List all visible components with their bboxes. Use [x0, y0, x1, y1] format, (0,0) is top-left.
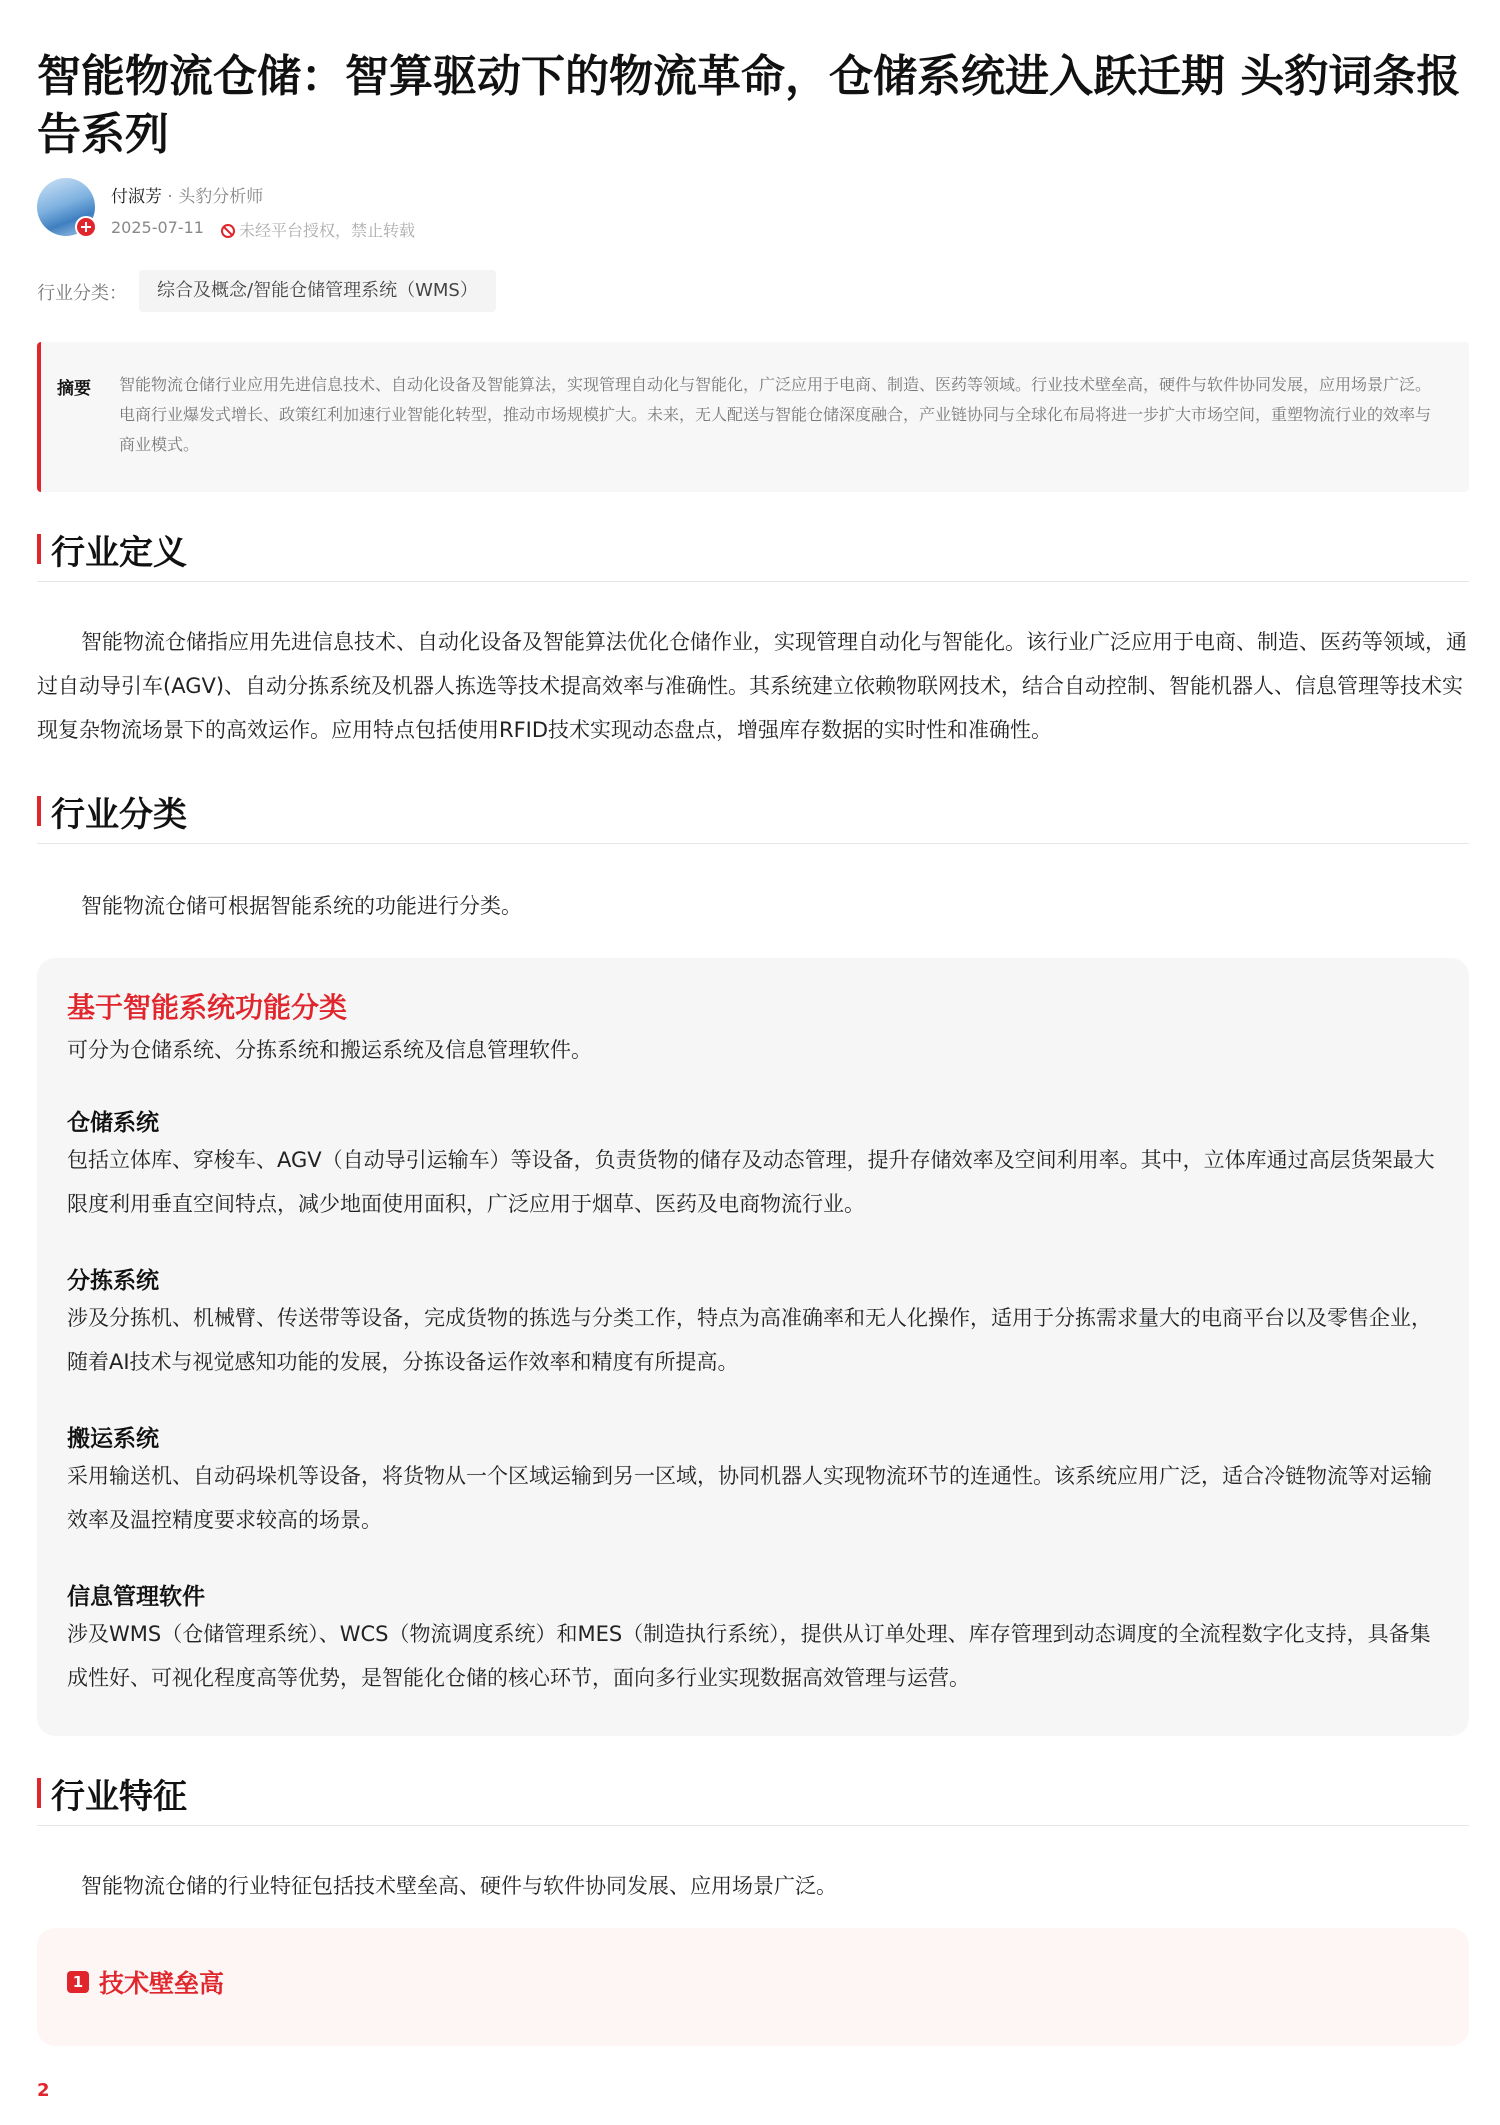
feature-card: [37, 1928, 1469, 2046]
category-tag[interactable]: 综合及概念/智能仓储管理系统（WMS）: [139, 270, 496, 312]
prohibited-icon: [221, 224, 235, 238]
section-header-features: [37, 1762, 1469, 1826]
item-text-handling: 采用输送机、自动码垛机等设备，将货物从一个区域运输到另一区域，协同机器人实现物流环节的连通性。该系统应用广泛，适合冷链物流等对运输效率及温控精度要求较高的场景。: [67, 1464, 1432, 1532]
author-role: · 头豹分析师: [162, 187, 264, 207]
publish-date: 2025-07-11: [111, 218, 204, 237]
card-title: 基于智能系统功能分类: [67, 991, 348, 1024]
summary-box: [37, 342, 1469, 492]
item-text-software: 涉及WMS（仓储管理系统）、WCS（物流调度系统）和MES（制造执行系统），提供从订单处理、库存管理到动态调度的全流程数字化支持，具备集成性好、可视化程度高等优势，是智能化仓储的核心环节，面向多行业实现数据高效管理与运营。: [67, 1622, 1431, 1690]
section-header-definition: [37, 518, 1469, 582]
summary-label: 摘要: [57, 379, 91, 399]
item-title-sorting: 分拣系统: [67, 1268, 159, 1294]
page-number: 2: [37, 2080, 50, 2101]
category-label: 行业分类：: [37, 283, 127, 304]
card-subtitle: 可分为仓储系统、分拣系统和搬运系统及信息管理软件。: [67, 1038, 592, 1062]
section-accent-bar: [37, 1778, 41, 1808]
author-row: [37, 178, 737, 242]
item-title-storage: 仓储系统: [67, 1110, 159, 1136]
feature-number-badge: 1: [67, 1971, 89, 1993]
section-header-classification: [37, 780, 1469, 844]
avatar[interactable]: [37, 178, 95, 236]
feature-title: 技术壁垒高: [99, 1969, 225, 1998]
summary-text: 智能物流仓储行业应用先进信息技术、自动化设备及智能算法，实现管理自动化与智能化，广泛应用于电商、制造、医药等领域。行业技术壁垒高，硬件与软件协同发展，应用场景广泛。电商行业爆发式增长、政策红利加速行业智能化转型，推动市场规模扩大。未来，无人配送与智能仓储深度融合，产业链协同与全球化布局将进一步扩大市场空间，重塑物流行业的效率与商业模式。: [119, 375, 1432, 454]
copyright-notice: [221, 218, 415, 241]
author-name-line: [111, 182, 263, 207]
classification-paragraph: 智能物流仓储可根据智能系统的功能进行分类。: [81, 894, 522, 918]
classification-card: [37, 958, 1469, 1736]
page-title: 智能物流仓储：智算驱动下的物流革命，仓储系统进入跃迁期 头豹词条报告系列: [37, 51, 1461, 160]
section-accent-bar: [37, 796, 41, 826]
item-text-storage: 包括立体库、穿梭车、AGV（自动导引运输车）等设备，负责货物的储存及动态管理，提升存储效率及空间利用率。其中，立体库通过高层货架最大限度利用垂直空间特点，减少地面使用面积，广泛应用于烟草、医药及电商物流行业。: [67, 1148, 1435, 1216]
section-accent-bar: [37, 534, 41, 564]
item-title-software: 信息管理软件: [67, 1584, 205, 1610]
section-title-features: 行业特征: [51, 1777, 187, 1817]
report-page: [37, 0, 1469, 2125]
copyright-notice-text: 未经平台授权，禁止转载: [239, 221, 416, 240]
item-title-handling: 搬运系统: [67, 1426, 159, 1452]
features-paragraph: 智能物流仓储的行业特征包括技术壁垒高、硬件与软件协同发展、应用场景广泛。: [81, 1874, 837, 1898]
author-name[interactable]: 付淑芳: [111, 187, 162, 207]
plus-badge-icon: [75, 216, 97, 238]
definition-paragraph: 智能物流仓储指应用先进信息技术、自动化设备及智能算法优化仓储作业，实现管理自动化与智能化。该行业广泛应用于电商、制造、医药等领域，通过自动导引车(AGV)、自动分拣系统及机器人拣选等技术提高效率与准确性。其系统建立依赖物联网技术，结合自动控制、智能机器人、信息管理等技术实现复杂物流场景下的高效运作。应用特点包括使用RFID技术实现动态盘点，增强库存数据的实时性和准确性。: [37, 630, 1467, 742]
item-text-sorting: 涉及分拣机、机械臂、传送带等设备，完成货物的拣选与分类工作，特点为高准确率和无人化操作，适用于分拣需求量大的电商平台以及零售企业，随着AI技术与视觉感知功能的发展，分拣设备运作效率和精度有所提高。: [67, 1306, 1432, 1374]
category-row: [37, 270, 837, 312]
section-title-classification: 行业分类: [51, 795, 187, 835]
section-title-definition: 行业定义: [51, 533, 187, 573]
